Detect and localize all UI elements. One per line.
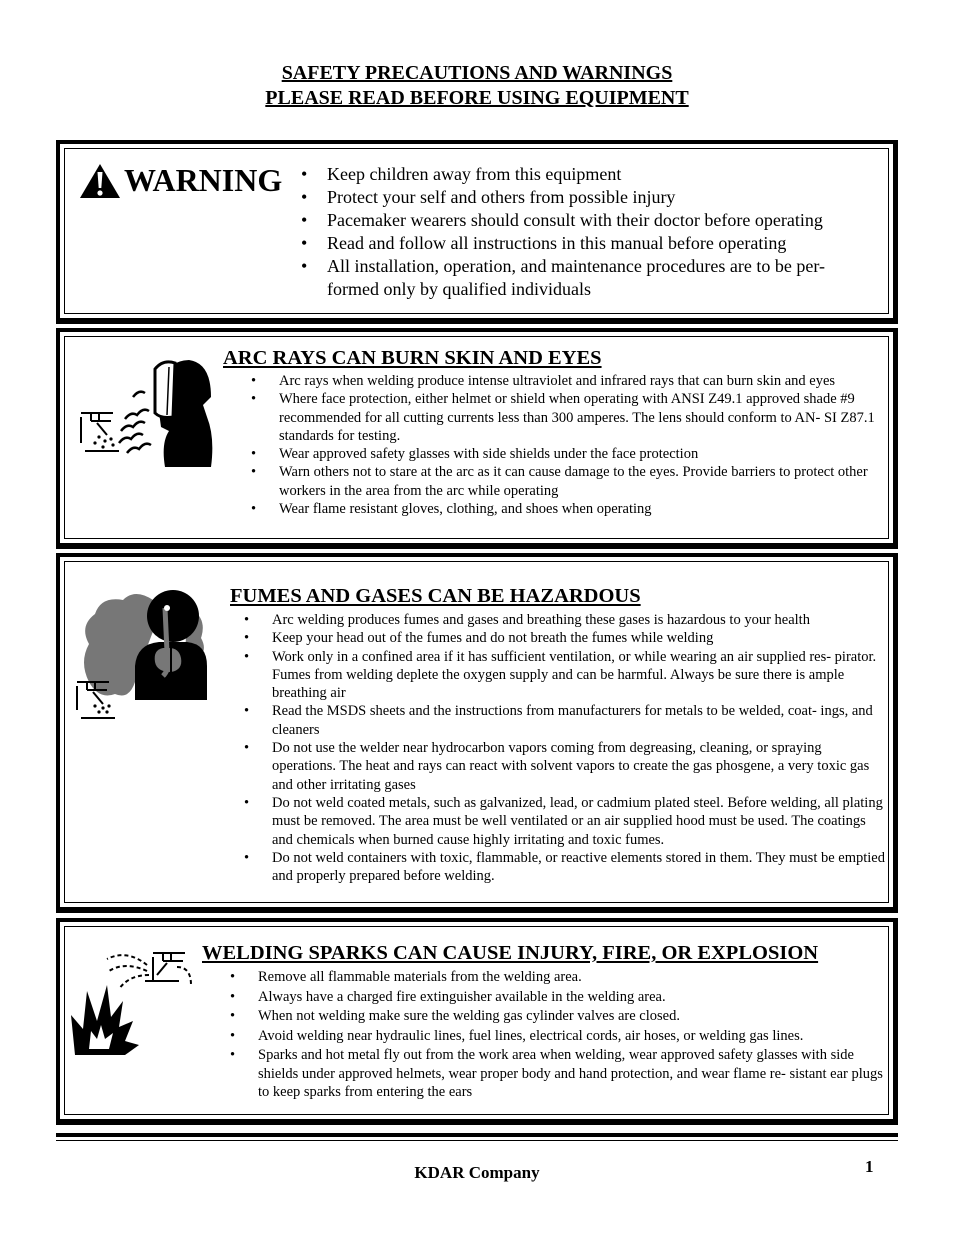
arc-rays-box-inner	[64, 336, 889, 539]
list-item: • Arc rays when welding produce intense ultraviolet and infrared rays that can burn skin and eyes	[279, 372, 885, 390]
sparks-box-inner	[64, 926, 889, 1115]
list-item: • Pacemaker wearers should consult with their doctor before operating	[327, 209, 857, 232]
list-item: • Work only in a confined area if it has sufficient ventilation, or while wearing an air supplied res- pirator. Fumes from welding deplete the oxygen supply and can be harmful. Always be sure there is ample breathing air	[272, 648, 886, 703]
list-item: • Read and follow all instructions in this manual before operating	[327, 232, 857, 255]
warning-box-inner	[64, 148, 889, 314]
sparks-box	[56, 918, 898, 1125]
fumes-icon	[75, 582, 215, 722]
list-item: • When not welding make sure the welding gas cylinder valves are closed.	[258, 1007, 884, 1025]
warning-list	[327, 163, 857, 301]
arc-rays-icon	[77, 357, 217, 472]
page-title-line1: SAFETY PRECAUTIONS AND WARNINGS	[281, 62, 673, 84]
company-name: KDAR Company	[414, 1163, 540, 1182]
fumes-list	[272, 611, 886, 885]
page-title-line2: PLEASE READ BEFORE USING EQUIPMENT	[265, 87, 689, 109]
sparks-list	[258, 968, 884, 1101]
list-item: • Protect your self and others from possible injury	[327, 186, 857, 209]
arc-rays-title: ARC RAYS CAN BURN SKIN AND EYES	[223, 347, 602, 369]
list-item: • Arc welding produces fumes and gases and breathing these gases is hazardous to your health	[272, 611, 886, 629]
arc-rays-list	[279, 372, 885, 518]
list-item: • Do not use the welder near hydrocarbon vapors coming from degreasing, cleaning, or spraying operations. The heat and rays can react with solvent vapors to create the gas phosgene, a very toxic gas and other irritating gases	[272, 739, 886, 794]
list-item: • Read the MSDS sheets and the instructions from manufacturers for metals to be welded, coat- ings, and cleaners	[272, 702, 886, 739]
fumes-box	[56, 553, 898, 913]
list-item: • Sparks and hot metal fly out from the work area when welding, wear approved safety glasses with side shields under approved helmets, wear proper body and hand protection, and wear flame re- sistant ear plugs to keep sparks from entering the ears	[258, 1046, 884, 1101]
fumes-box-inner	[64, 561, 889, 903]
sparks-fire-icon	[67, 945, 197, 1061]
sparks-title: WELDING SPARKS CAN CAUSE INJURY, FIRE, OR EXPLOSION	[202, 942, 819, 964]
list-item: • Always have a charged fire extinguisher available in the welding area.	[258, 988, 884, 1006]
list-item: • Avoid welding near hydraulic lines, fuel lines, electrical cords, air hoses, or welding gas lines.	[258, 1027, 884, 1045]
list-item: • Wear flame resistant gloves, clothing, and shoes when operating	[279, 500, 885, 518]
warning-box	[56, 140, 898, 324]
list-item: • Do not weld coated metals, such as galvanized, lead, or cadmium plated steel. Before welding, all plating must be removed. The area must be well ventilated or an air supplied hood must be used. The coatings and chemicals when burned cause highly irritating and toxic fumes.	[272, 794, 886, 849]
list-item: • All installation, operation, and maintenance procedures are to be per- formed only by qualified individuals	[327, 255, 857, 301]
page-number: 1	[865, 1157, 874, 1176]
warning-heading	[79, 162, 282, 199]
arc-rays-box	[56, 328, 898, 549]
list-item: • Keep your head out of the fumes and do not breath the fumes while welding	[272, 629, 886, 647]
list-item: • Where face protection, either helmet or shield when operating with ANSI Z49.1 approved shade #9 recommended for all cutting currents less than 300 amperes. The lens should conform to AN- SI Z87.1 standards for testing.	[279, 390, 885, 445]
fumes-title: FUMES AND GASES CAN BE HAZARDOUS	[230, 585, 641, 607]
warning-label: WARNING	[124, 162, 283, 198]
list-item: • Do not weld containers with toxic, flammable, or reactive elements stored in them. They must be emptied and properly prepared before welding.	[272, 849, 886, 886]
list-item: • Keep children away from this equipment	[327, 163, 857, 186]
warning-triangle-icon	[79, 163, 121, 199]
footer-divider	[56, 1133, 898, 1137]
list-item: • Wear approved safety glasses with side shields under the face protection	[279, 445, 885, 463]
list-item: • Remove all flammable materials from the welding area.	[258, 968, 884, 986]
footer-divider-thin	[56, 1140, 898, 1141]
list-item: • Warn others not to stare at the arc as it can cause damage to the eyes. Provide barriers to protect other workers in the area from the arc while operating	[279, 463, 885, 500]
